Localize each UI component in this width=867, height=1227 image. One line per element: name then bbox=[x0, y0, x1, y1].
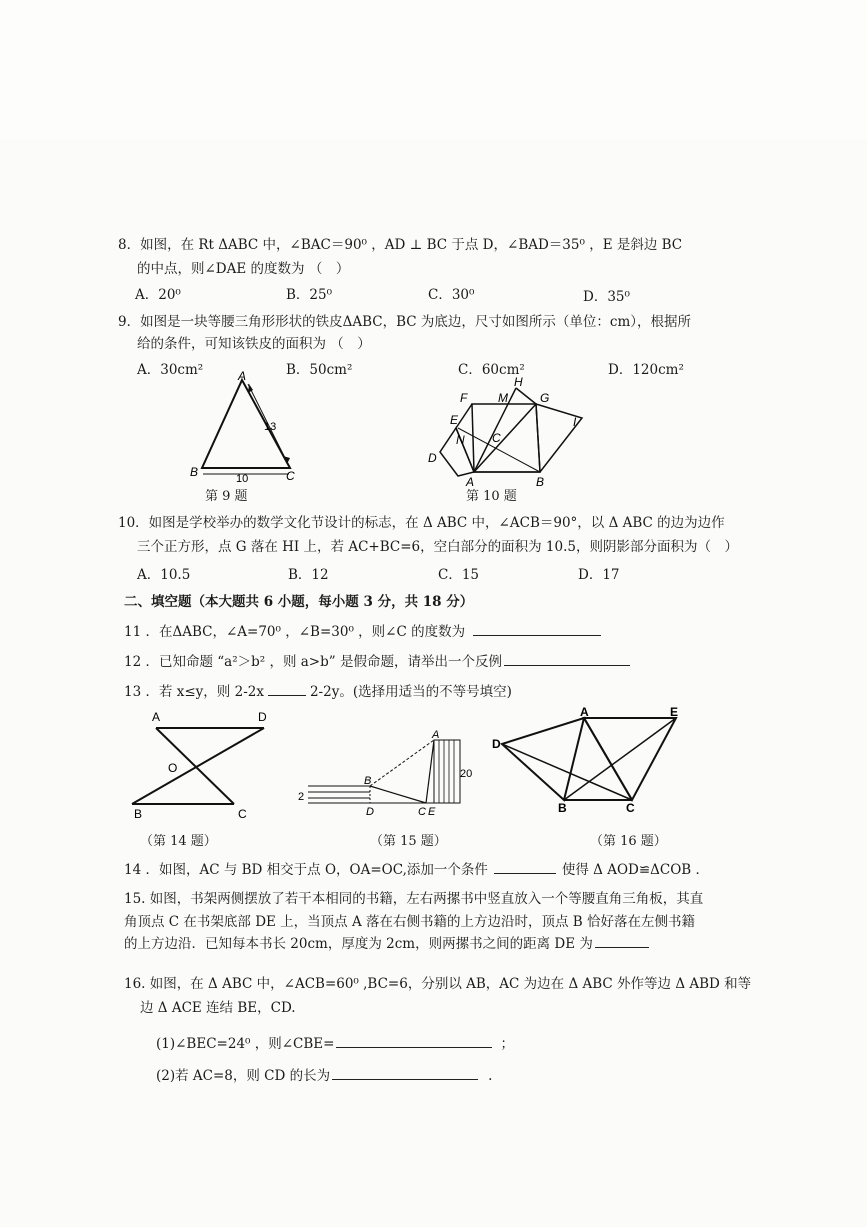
q11-answer-blank[interactable] bbox=[473, 623, 601, 636]
figure-10-caption: 第 10 题 bbox=[466, 489, 517, 504]
figure-16-caption: （第 16 题） bbox=[590, 834, 667, 849]
q8-option-d: D．35⁰ bbox=[583, 289, 630, 305]
fig9-label-c: C bbox=[286, 469, 295, 483]
q10-option-d: D．17 bbox=[578, 567, 620, 583]
fig16-label-a: A bbox=[580, 705, 589, 719]
fig10-label-f: F bbox=[460, 391, 468, 405]
fig10-label-m: M bbox=[498, 391, 508, 405]
fig9-label-b: B bbox=[190, 465, 199, 479]
fig15-label-height: 20 bbox=[460, 768, 473, 780]
q15-line2: 角顶点 C 在书架底部 DE 上，当顶点 A 落在右侧书籍的上方边沿时，顶点 B 恰好落在左侧书籍 bbox=[124, 914, 696, 930]
fig15-label-d: D bbox=[366, 806, 374, 818]
q8-option-c: C．30⁰ bbox=[428, 287, 475, 303]
q12-line bbox=[124, 650, 630, 670]
figure-16-equilateral-triangles bbox=[488, 704, 688, 822]
q15-line3-text: 的上方边沿．已知每本书长 20cm，厚度为 2cm，则两摞书之间的距离 DE 为 bbox=[124, 936, 593, 952]
q9-line1: 9．如图是一块等腰三角形形状的铁皮ΔABC，BC 为底边，尺寸如图所示（单位：cm），根据所 bbox=[118, 314, 691, 330]
fig10-label-b: B bbox=[536, 475, 545, 489]
fig14-label-d: D bbox=[258, 710, 267, 724]
q16-sub1-pre: (1)∠BEC=24⁰ ，则∠CBE= bbox=[156, 1036, 335, 1052]
q15-line1: 15. 如图，书架两侧摆放了若干本相同的书籍，左右两摞书中竖直放入一个等腰直角三角板，其直 bbox=[124, 891, 704, 907]
figure-9-caption: 第 9 题 bbox=[205, 489, 248, 504]
fig16-label-c: C bbox=[626, 801, 635, 815]
figure-10-squares bbox=[420, 372, 590, 490]
figure-14-caption: （第 14 题） bbox=[140, 834, 217, 849]
fig10-label-d: D bbox=[428, 451, 437, 465]
fig15-label-c: C bbox=[418, 806, 426, 818]
fig10-label-a: A bbox=[466, 475, 475, 489]
fig10-label-i: I bbox=[573, 415, 577, 429]
q12-answer-blank[interactable] bbox=[504, 653, 630, 666]
fig9-label-base: 10 bbox=[236, 473, 249, 485]
q10-line1: 10．如图是学校举办的数学文化节设计的标志，在 Δ ABC 中，∠ACB＝90°，以 Δ ABC 的边为边作 bbox=[118, 515, 725, 531]
blank-top-margin bbox=[0, 0, 867, 140]
q16-sub1 bbox=[156, 1032, 514, 1052]
fig16-label-b: B bbox=[558, 801, 567, 815]
q8-option-b: B．25⁰ bbox=[286, 287, 333, 303]
q16-line1: 16. 如图，在 Δ ABC 中，∠ACB=60⁰ ,BC=6，分别以 AB，AC 为边在 Δ ABC 外作等边 Δ ABD 和等 bbox=[124, 976, 752, 992]
q10-option-c: C．15 bbox=[438, 567, 480, 583]
q16-sub2 bbox=[156, 1064, 492, 1084]
q16-sub1-post: ； bbox=[500, 1036, 514, 1052]
fig9-label-a: A bbox=[238, 369, 247, 383]
q11-text: 11 ．在ΔABC，∠A=70⁰ ，∠B=30⁰ ，则∠C 的度数为 bbox=[124, 624, 466, 640]
q12-text: 12 ．已知命题 “a²＞b² ，则 a>b” 是假命题，请举出一个反例 bbox=[124, 654, 502, 670]
fig14-label-o: O bbox=[168, 761, 178, 775]
fig16-label-d: D bbox=[492, 737, 501, 751]
q16-sub2-answer-blank[interactable] bbox=[332, 1067, 478, 1080]
fig15-label-a: A bbox=[432, 729, 440, 741]
fig10-label-h: H bbox=[514, 375, 523, 389]
q13-answer-blank[interactable] bbox=[268, 683, 306, 696]
q9-option-c: C．60cm² bbox=[458, 362, 525, 378]
q11-line bbox=[124, 620, 601, 640]
fig10-label-g: G bbox=[540, 391, 550, 405]
figure-9-triangle bbox=[180, 368, 310, 488]
section-fill-in-title: 二、填空题（本大题共 6 小题，每小题 3 分，共 18 分） bbox=[124, 594, 474, 610]
q13-line bbox=[124, 680, 512, 700]
q9-option-a: A．30cm² bbox=[137, 362, 204, 378]
q10-option-a: A．10.5 bbox=[137, 567, 191, 583]
q16-sub1-answer-blank[interactable] bbox=[336, 1035, 492, 1048]
q14-line bbox=[124, 858, 709, 878]
q14-pre: 14 ．如图，AC 与 BD 相交于点 O，OA=OC,添加一个条件 bbox=[124, 862, 488, 878]
q14-post: 使得 Δ AOD≌ΔCOB ． bbox=[561, 862, 710, 878]
fig14-label-a: A bbox=[152, 710, 161, 724]
figure-15-caption: （第 15 题） bbox=[370, 834, 447, 849]
q8-option-a: A．20⁰ bbox=[135, 287, 181, 303]
q13-post: 2-2y。(选择用适当的不等号填空) bbox=[309, 684, 512, 700]
q9-option-b: B．50cm² bbox=[286, 362, 353, 378]
fig16-label-e: E bbox=[670, 705, 679, 719]
fig14-label-b: B bbox=[134, 807, 143, 821]
fig14-label-c: C bbox=[238, 807, 247, 821]
q8-line1: 8．如图，在 Rt ΔABC 中，∠BAC＝90⁰ ，AD ⊥ BC 于点 D，∠BAD＝35⁰ ，E 是斜边 BC bbox=[118, 237, 683, 253]
fig9-label-side: 13 bbox=[264, 421, 277, 433]
q9-line2: 给的条件，可知该铁皮的面积为 （ ） bbox=[137, 336, 371, 352]
fig10-label-c: C bbox=[492, 431, 501, 445]
q16-sub2-post: . bbox=[488, 1068, 493, 1084]
q8-line2: 的中点，则∠DAE 的度数为 （ ） bbox=[137, 261, 350, 277]
q10-option-b: B．12 bbox=[288, 567, 329, 583]
figure-14-crossed-triangles bbox=[120, 706, 290, 828]
q16-sub2-pre: (2)若 AC=8，则 CD 的长为 bbox=[156, 1068, 331, 1084]
fig10-label-e: E bbox=[450, 413, 459, 427]
q9-option-d: D．120cm² bbox=[608, 362, 684, 378]
fig15-label-e: E bbox=[428, 806, 436, 818]
figure-15-bookshelf bbox=[294, 722, 480, 822]
q10-line2: 三个正方形，点 G 落在 HI 上，若 AC+BC=6，空白部分的面积为 10.5，则阴影部分面积为（ ） bbox=[137, 539, 738, 555]
fig10-label-n: N bbox=[456, 433, 465, 447]
q13-pre: 13 ．若 x≤y，则 2-2x bbox=[124, 684, 264, 700]
q16-line2: 边 Δ ACE 连结 BE，CD. bbox=[140, 1000, 296, 1016]
fig15-label-b: B bbox=[364, 775, 372, 787]
q15-answer-blank[interactable] bbox=[595, 935, 649, 948]
fig15-label-thickness: 2 bbox=[298, 791, 305, 803]
q14-answer-blank[interactable] bbox=[494, 861, 556, 874]
q15-line3 bbox=[124, 932, 649, 952]
